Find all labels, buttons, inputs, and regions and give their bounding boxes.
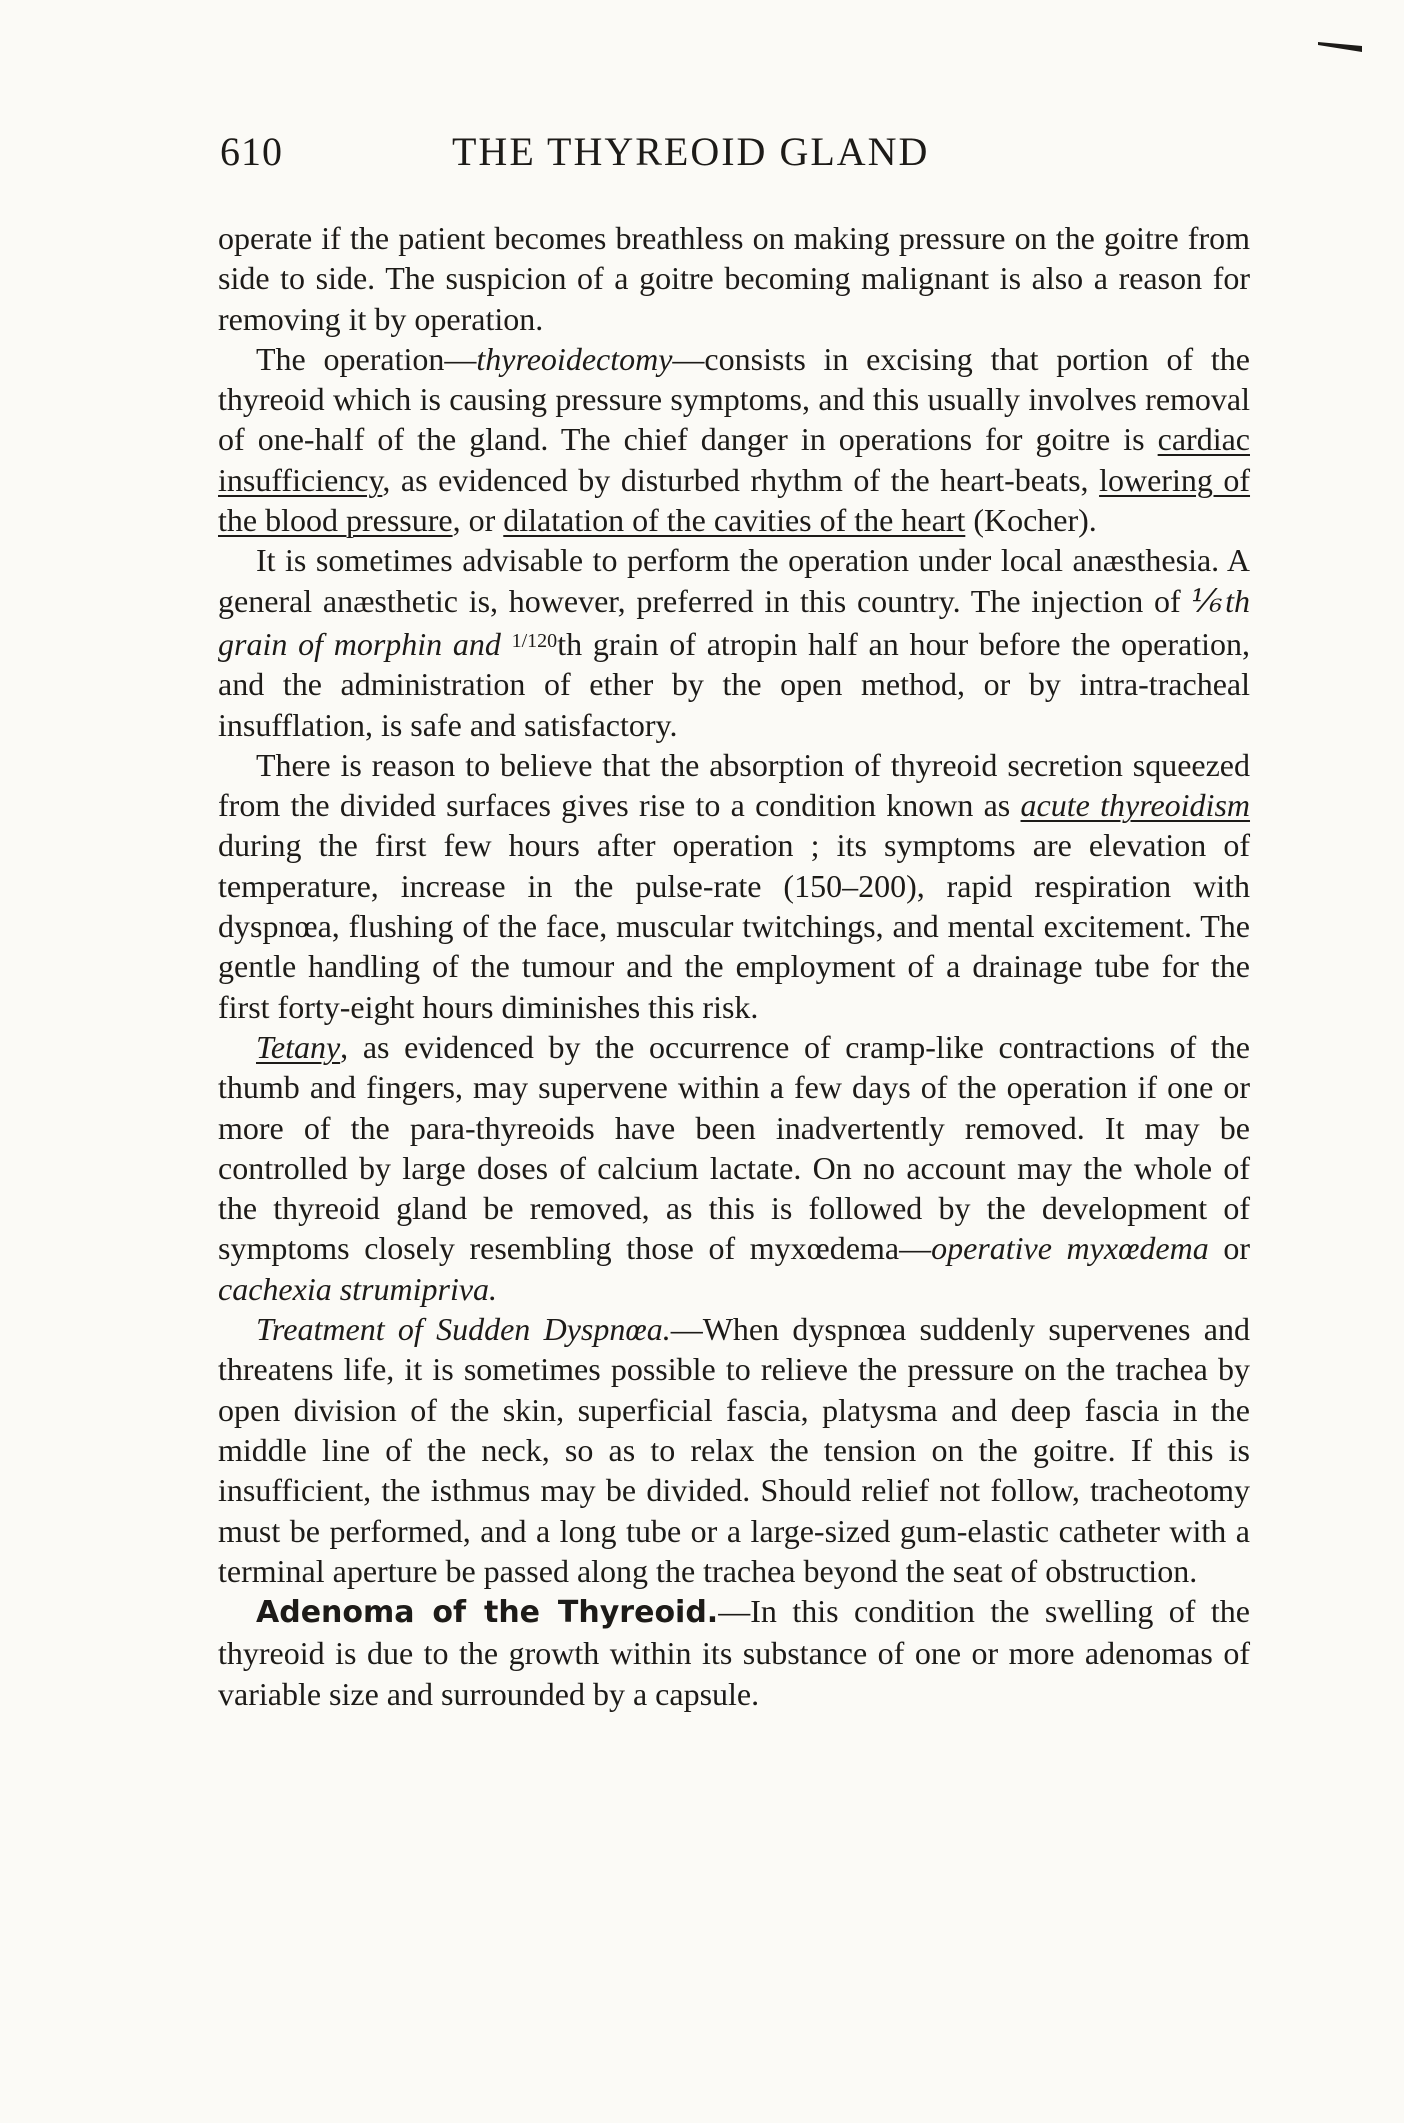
- subheading-treatment-sudden-dyspnoea: Treatment of Sudden Dyspnœa.: [256, 1311, 671, 1348]
- paragraph-adenoma: [218, 1591, 1250, 1714]
- paragraph-acute-thyreoidism: [218, 745, 1250, 1027]
- page-number: 610: [220, 129, 283, 174]
- paragraph-thyreoidectomy: [218, 339, 1250, 540]
- paragraph-text: operate if the patient becomes breathless on making pressure on the goitre from side to side. The suspicion of a goitre becoming malignant is also a reason for removing it by operation.: [218, 220, 1250, 337]
- underlined-blood-pressure: lowering of the blood pressure: [218, 461, 1251, 539]
- text-run: during the first few hours after operation ; its symptoms are elevation of temperature, increase in the pulse-rate (150–200), rapid respiration with dyspnœa, flushing of the face, muscular twitchings, and mental excitement. The gentle handling of the tumour and the employment of a drainage tube for the first forty-eight hours diminishes this risk.: [218, 827, 1250, 1025]
- text-run: , or: [452, 502, 504, 539]
- text-run: (Kocher).: [965, 502, 1097, 539]
- paragraph-sudden-dyspnoea: [218, 1309, 1250, 1591]
- term-thyreoidectomy: thyreoidectomy: [476, 340, 673, 377]
- text-run: th grain of morphin and: [218, 582, 1251, 662]
- text-run: There is reason to believe that the absorption of thyreoid secretion squeezed from the divided surfaces gives rise to a condition known as: [218, 746, 1250, 824]
- text-run: —In this condition the swelling of the thyreoid is due to the growth within its substance of one or more adenomas of variable size and surrounded by a capsule.: [218, 1593, 1251, 1712]
- body-text: [218, 218, 1250, 1714]
- text-run: , as evidenced by disturbed rhythm of the heart-beats,: [382, 461, 1100, 498]
- text-run: , as evidenced by the occurrence of cramp-like contractions of the thumb and fingers, may supervene within a few days of the operation if one or more of the para-thyreoids have been inadvertently removed. It may be controlled by large doses of calcium lactate. On no account may the whole of the thyreoid gland be removed, as this is followed by the development of symptoms closely resembling those of myxœdema—: [218, 1028, 1250, 1267]
- underlined-dilatation: dilatation of the cavities of the heart: [503, 502, 966, 539]
- paragraph-tetany: [218, 1027, 1250, 1309]
- running-title: THE THYREOID GLAND: [452, 129, 930, 174]
- term-operative-myxoedema: operative myxœdema: [931, 1230, 1209, 1267]
- text-run: The operation—: [256, 340, 477, 377]
- term-tetany: Tetany: [256, 1028, 341, 1065]
- text-run: —When dyspnœa suddenly supervenes and threatens life, it is sometimes possible to relieve the pressure on the trachea by open division of the skin, superficial fascia, platysma and deep fascia in the middle line of the neck, so as to relax the tension on the goitre. If this is insufficient, the isthmus may be divided. Should relief not follow, tracheotomy must be performed, and a long tube or a large-sized gum-elastic catheter with a terminal aperture be passed along the trachea beyond the seat of obstruction.: [218, 1311, 1251, 1589]
- fraction-sixth: ⅙: [1191, 582, 1226, 619]
- term-acute-thyreoidism: acute thyreoidism: [1020, 787, 1251, 824]
- paragraph-operation-indications: [218, 218, 1250, 339]
- text-run: It is sometimes advisable to perform the operation under local anæsthesia. A general anæsthetic is, however, preferred in this country. The injection of: [218, 542, 1250, 619]
- text-run: th grain of atropin half an hour before the operation, and the administration of ether by the open method, or by intra-tracheal insufflation, is safe and satisfactory.: [218, 625, 1250, 743]
- fraction-one-twentieth: 1/120: [511, 629, 558, 652]
- term-cachexia-strumipriva: cachexia strumipriva.: [218, 1270, 498, 1307]
- heading-adenoma-of-thyreoid: Adenoma of the Thyreoid.: [256, 1595, 719, 1631]
- text-run: —consists in excising that portion of the thyreoid which is causing pressure symptoms, and this usually involves removal of one-half of the gland. The chief danger in operations for goitre is: [218, 340, 1251, 458]
- underlined-cardiac-insufficiency: cardiac insufficiency: [218, 421, 1250, 498]
- page-corner-mark: [1318, 40, 1362, 52]
- paragraph-anaesthesia: [218, 540, 1250, 744]
- text-run: or: [1208, 1230, 1251, 1267]
